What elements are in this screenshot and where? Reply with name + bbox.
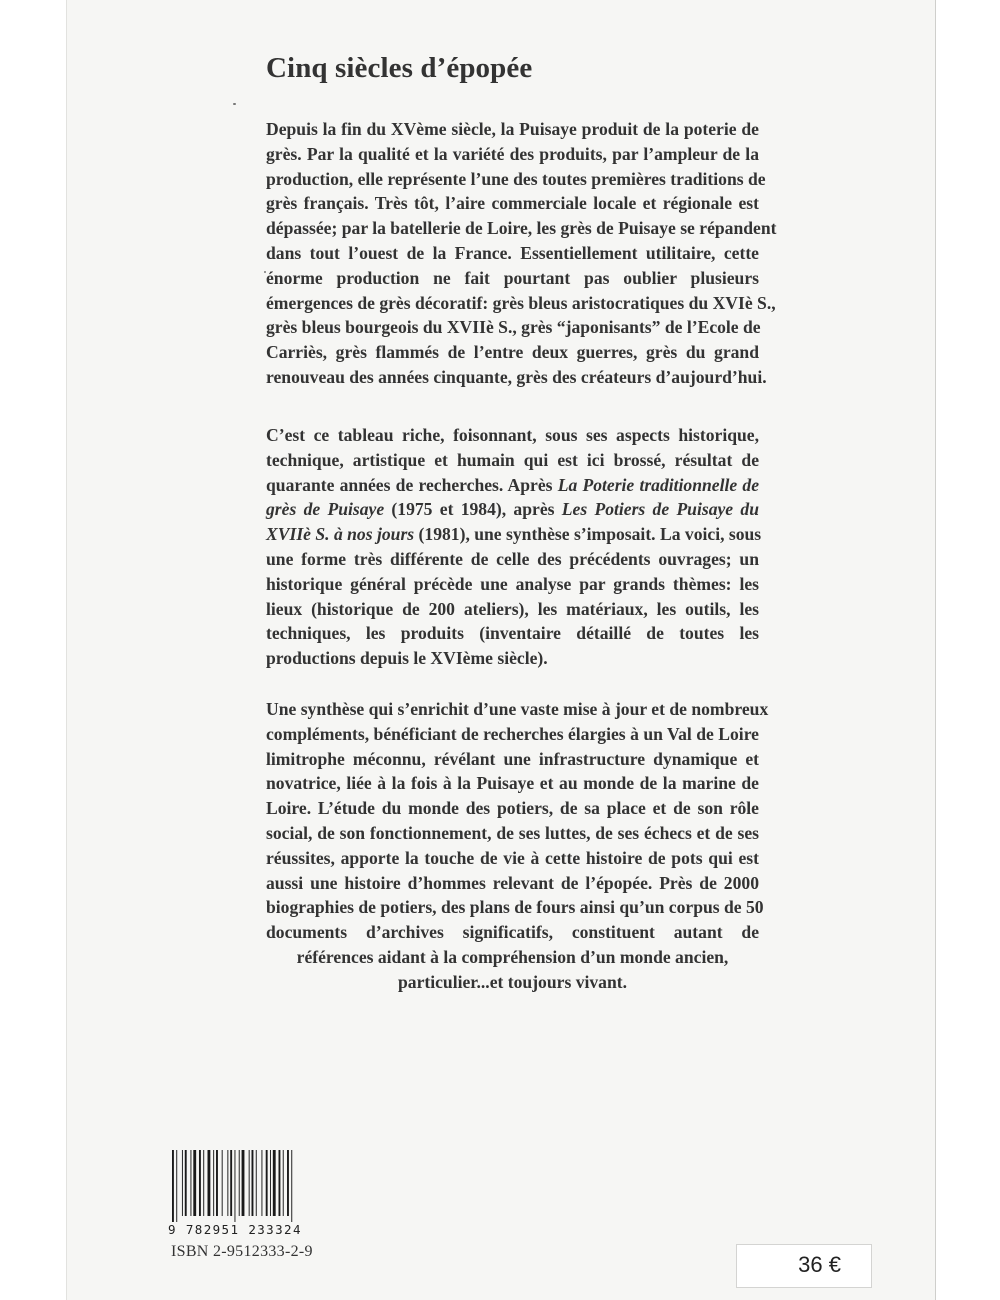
barcode-bar <box>199 1150 201 1216</box>
text-line: novatrice, liée à la fois à la Puisaye et au monde de la marine de <box>266 773 759 794</box>
barcode-bar <box>234 1150 235 1222</box>
text-line: grès bleus bourgeois du XVIIè S., grès “japonisants” de l’Ecole de <box>266 317 761 338</box>
text-line: productions depuis le XVIème siècle). <box>266 648 548 669</box>
text-line: grès. Par la qualité et la variété des produits, par l’ampleur de la <box>266 143 759 164</box>
book-title-italic: Les Potiers de Puisaye du <box>561 499 759 520</box>
text-line: compléments, bénéficiant de recherches élargies à un Val de Loire <box>266 723 759 744</box>
book-title-italic: grès de Puisaye <box>266 499 385 520</box>
text-line: social, de son fonctionnement, de ses luttes, de ses échecs et de ses <box>266 822 759 843</box>
text-line: Carriès, grès flammés de l’entre deux guerres, grès du grand <box>266 342 759 363</box>
barcode-bar <box>190 1150 191 1216</box>
text-line: références aidant à la compréhension d’un monde ancien, <box>296 946 729 967</box>
barcode-bar <box>252 1150 254 1216</box>
print-speck <box>233 103 236 105</box>
barcode-bar <box>208 1150 211 1216</box>
barcode-bar <box>242 1150 245 1216</box>
text-line: technique, artistique et humain qui est ici brossé, résultat de <box>266 449 759 470</box>
barcode-bar <box>249 1150 250 1216</box>
text-line: énorme production ne fait pourtant pas oublier plusieurs <box>266 267 759 288</box>
text-line: renouveau des années cinquante, grès des créateurs d’aujourd’hui. <box>266 366 767 387</box>
barcode-bar <box>203 1150 204 1216</box>
text-line: Depuis la fin du XVème siècle, la Puisaye produit de la poterie de <box>266 119 759 139</box>
paragraph-history <box>266 117 777 390</box>
barcode-bar <box>279 1150 281 1216</box>
barcode-bar <box>182 1150 183 1216</box>
price-sticker <box>736 1244 872 1288</box>
barcode-bar <box>273 1150 276 1216</box>
text-line: historique général précède une analyse par grands thèmes: les <box>266 573 759 594</box>
text-line: dépassée; par la batellerie de Loire, les grès de Puisaye se répandent <box>266 218 777 239</box>
barcode-bar <box>291 1150 292 1222</box>
barcode-bar <box>261 1150 262 1216</box>
text-line: Une synthèse qui s’enrichit d’une vaste mise à jour et de nombreux <box>266 699 769 719</box>
barcode-bar <box>216 1150 218 1216</box>
text-line: C’est ce tableau riche, foisonnant, sous ses aspects historique, <box>266 425 759 445</box>
text-line: grès français. Très tôt, l’aire commerciale locale et régionale est <box>266 193 759 214</box>
text-line: limitrophe méconnu, révélant une infrastructure dynamique et <box>266 748 759 769</box>
text-line: Loire. L’étude du monde des potiers, de sa place et de son rôle <box>266 798 759 819</box>
text-line: biographies de potiers, des plans de fours ainsi qu’un corpus de 50 <box>266 897 764 918</box>
barcode-bar <box>239 1150 240 1216</box>
book-title-italic: La Poterie traditionnelle de <box>557 474 760 495</box>
book-title-italic: XVIIè S. à nos jours <box>266 524 415 545</box>
isbn-number: ISBN 2-9512333-2-9 <box>171 1243 313 1260</box>
paragraph-enrichment <box>266 697 769 995</box>
text-line: lieux (historique de 200 ateliers), les matériaux, les outils, les <box>266 598 759 619</box>
barcode-bar <box>266 1150 268 1216</box>
barcode-bar <box>185 1150 187 1216</box>
barcode-digits: 9 782951 233324 <box>168 1222 302 1237</box>
text-line: documents d’archives significatifs, constituent autant de <box>266 922 759 943</box>
paragraph-synthesis <box>266 423 762 671</box>
barcode-bar <box>256 1150 257 1216</box>
page-title: Cinq siècles d’épopée <box>266 52 533 84</box>
text-line: aussi une histoire d’hommes relevant de l’épopée. Près de 2000 <box>266 872 759 893</box>
text-line: production, elle représente l’une des toutes premières traditions de <box>266 168 766 189</box>
text-line: une forme très différente de celle des précédents ouvrages; un <box>266 548 759 569</box>
barcode-bar <box>230 1150 232 1216</box>
barcode-bar <box>176 1150 177 1222</box>
text-line: quarante années de recherches. Après La Poterie traditionnelle de <box>266 474 760 495</box>
barcode-bar <box>222 1150 223 1216</box>
text-line: XVIIè S. à nos jours (1981), une synthèse s’imposait. La voici, sous <box>266 524 762 545</box>
text-line: particulier...et toujours vivant. <box>397 971 628 992</box>
barcode-bar <box>283 1150 284 1216</box>
barcode-bar <box>287 1150 289 1216</box>
barcode-bar <box>270 1150 271 1216</box>
text-line: réussites, apporte la touche de vie à cette histoire de pots qui est <box>266 847 759 868</box>
barcode-bar <box>193 1150 196 1216</box>
barcode-graphic <box>168 1150 310 1222</box>
text-line: dans tout l’ouest de la France. Essentiellement utilitaire, cette <box>266 242 759 263</box>
isbn-barcode <box>168 1150 310 1237</box>
barcode-bar <box>172 1150 174 1222</box>
text-line: grès de Puisaye (1975 et 1984), après Les Potiers de Puisaye du <box>266 499 759 520</box>
text-line: techniques, les produits (inventaire détaillé de toutes les <box>266 623 759 644</box>
barcode-bar <box>227 1150 228 1216</box>
text-line: émergences de grès décoratif: grès bleus aristocratiques du XVIè S., <box>266 292 776 313</box>
price-label: 36 € <box>798 1252 841 1277</box>
barcode-bar <box>213 1150 214 1216</box>
